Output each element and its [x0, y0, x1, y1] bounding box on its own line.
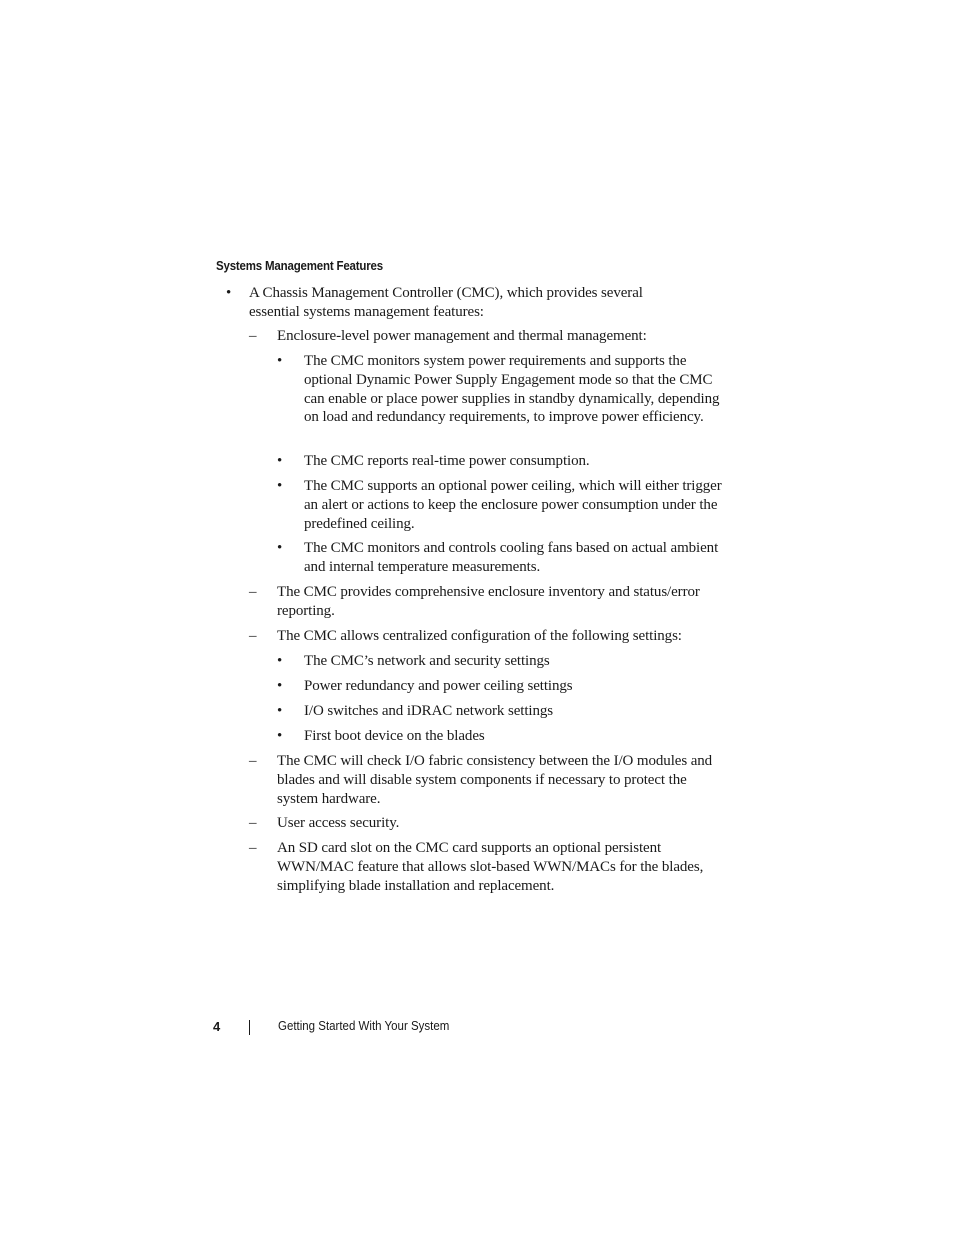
bullet-marker: •: [277, 353, 283, 369]
dash-marker: –: [249, 584, 257, 600]
list-item-power-thermal: [249, 327, 722, 346]
bullet-marker: •: [277, 540, 283, 556]
dash-marker: –: [249, 840, 257, 856]
list-item-sd-card: [249, 839, 722, 895]
list-item-first-boot: [277, 727, 724, 746]
bullet-marker: •: [277, 678, 283, 694]
dash-marker: –: [249, 815, 257, 831]
footer-title: Getting Started With Your System: [278, 1019, 450, 1033]
list-item-fabric-consistency: [249, 752, 722, 808]
list-item-text: Enclosure-level power management and thermal management:: [277, 328, 647, 344]
list-item-text: The CMC’s network and security settings: [304, 653, 550, 669]
list-item-power-consumption: [277, 452, 724, 471]
dash-marker: –: [249, 328, 257, 344]
page-number: 4: [213, 1019, 221, 1034]
dash-marker: –: [249, 628, 257, 644]
list-item-text: User access security.: [277, 815, 400, 831]
list-item-text: An SD card slot on the CMC card supports an optional persistent WWN/MAC feature that allows slot-based WWN/MACs for the blades, simplifying blade installation and replacement.: [277, 840, 704, 894]
dash-marker: –: [249, 753, 257, 769]
list-item-cooling-fans: [277, 539, 724, 577]
list-item-network-security: [277, 652, 724, 671]
list-item-power-requirements: [277, 352, 724, 427]
list-item-text: The CMC monitors and controls cooling fans based on actual ambient and internal temperature measurements.: [304, 540, 719, 575]
list-item-text: A Chassis Management Controller (CMC), which provides several essential systems management features:: [249, 285, 643, 320]
list-item-text: The CMC allows centralized configuration of the following settings:: [277, 628, 682, 644]
list-item-inventory-reporting: [249, 583, 722, 621]
bullet-marker: •: [277, 703, 283, 719]
bullet-marker: •: [277, 728, 283, 744]
list-item-text: The CMC monitors system power requirements and supports the optional Dynamic Power Supply Engagement mode so that the CMC can enable or place power supplies in standby dynamically, depending on load and redundancy requirements, to improve power efficiency.: [304, 353, 720, 426]
list-item-text: The CMC reports real-time power consumption.: [304, 453, 590, 469]
list-item-power-redundancy: [277, 677, 724, 696]
footer-divider: [249, 1020, 250, 1035]
list-item-cmc-overview: [226, 284, 689, 322]
list-item-user-access: [249, 814, 722, 833]
list-item-text: First boot device on the blades: [304, 728, 485, 744]
bullet-marker: •: [277, 653, 283, 669]
bullet-marker: •: [226, 285, 232, 301]
list-item-text: Power redundancy and power ceiling settings: [304, 678, 573, 694]
list-item-text: The CMC supports an optional power ceiling, which will either trigger an alert or actions to keep the enclosure power consumption under the predefined ceiling.: [304, 478, 722, 532]
list-item-power-ceiling: [277, 477, 724, 533]
bullet-marker: •: [277, 453, 283, 469]
list-item-io-switches: [277, 702, 724, 721]
section-heading: Systems Management Features: [216, 259, 383, 273]
bullet-marker: •: [277, 478, 283, 494]
list-item-text: I/O switches and iDRAC network settings: [304, 703, 553, 719]
list-item-centralized-config: [249, 627, 722, 646]
list-item-text: The CMC will check I/O fabric consistency between the I/O modules and blades and will disable system components if necessary to protect the system hardware.: [277, 753, 713, 807]
list-item-text: The CMC provides comprehensive enclosure inventory and status/error reporting.: [277, 584, 700, 619]
